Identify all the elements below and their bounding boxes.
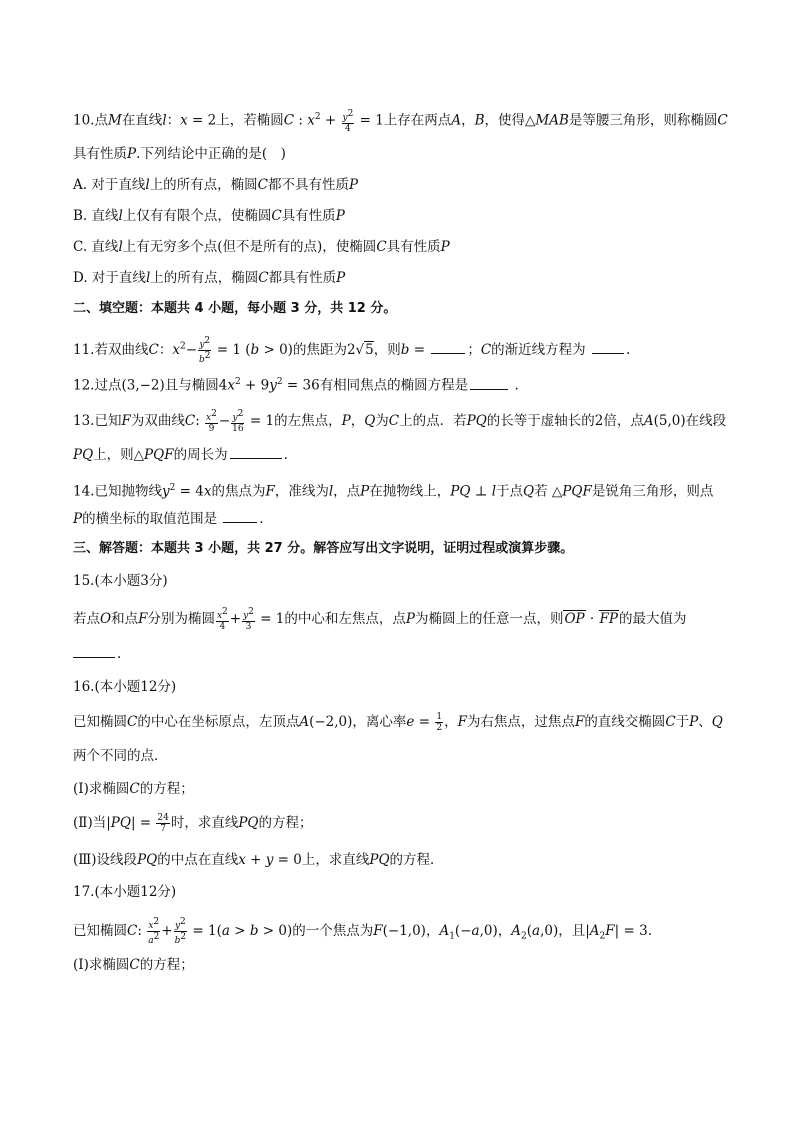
q13-blank[interactable] bbox=[230, 446, 282, 459]
q14-line1: 14.已知抛物线$y^2 = 4x$的焦点为F，准线为l，点P在抛物线上，PQ ⊥ l于点Q若 △PQF是锐角三角形，则点 bbox=[73, 483, 714, 500]
section-solution-title: 三、解答题：本题共 3 小题，共 27 分。解答应写出文字说明，证明过程或演算步骤。 bbox=[73, 541, 574, 556]
section-fill-in-title: 二、填空题：本题共 4 小题，每小题 3 分，共 12 分。 bbox=[73, 301, 397, 316]
q16-part1: (Ⅰ)求椭圆C的方程； bbox=[73, 781, 194, 797]
q17-line1: 已知椭圆C: $\frac{x^2}{a^2}$ + $\frac{y^2}{b^2}$ = 1(a > b > 0)的一个焦点为F(−1,0)，$A_1(-a,0)$，$A_2(a,0)$，且$|A_2F| = 3$. bbox=[73, 917, 652, 946]
q12: 12.过点(3,−2)且与椭圆$4x^2 + 9y^2 = 36$有相同焦点的椭圆方程是 . bbox=[73, 377, 519, 394]
q10-line2: 具有性质P.下列结论中正确的是( ) bbox=[73, 146, 286, 162]
q14-line2: P的横坐标的取值范围是 . bbox=[73, 511, 264, 527]
q11: 11.若双曲线C：$x^2-$ $\frac{y^2}{b^2}$ = 1 (b > 0)的焦距为2√5，则b = ；C的渐近线方程为 . bbox=[73, 336, 631, 365]
q10-option-d: D. 对于直线l上的所有点，椭圆C都具有性质P bbox=[73, 270, 346, 286]
q16-line1: 已知椭圆C的中心在坐标原点，左顶点A(−2,0)，离心率e = $\frac{1}{2}$ ，F为右焦点，过焦点F的直线交椭圆C于P、Q bbox=[73, 712, 723, 733]
q14-blank[interactable] bbox=[223, 510, 257, 523]
q11-blank-1[interactable] bbox=[431, 341, 465, 354]
q16-part2: (Ⅱ)当|PQ| = $\frac{24}{7}$ 时，求直线PQ的方程； bbox=[73, 813, 313, 834]
q15-line1: 若点O和点F分别为椭圆 $\frac{x^2}{4}$ + $\frac{y^2}{3}$ = 1的中心和左焦点，点P为椭圆上的任意一点，则OP · FP的最大值为 bbox=[73, 607, 687, 632]
q10-option-c: C. 直线l上有无穷多个点(但不是所有的点)，使椭圆C具有性质P bbox=[73, 239, 450, 255]
q16-line2: 两个不同的点． bbox=[73, 748, 168, 764]
q17-part1: (Ⅰ)求椭圆C的方程； bbox=[73, 957, 194, 973]
q12-blank[interactable] bbox=[470, 377, 508, 390]
q10-option-b: B. 直线l上仅有有限个点，使椭圆C具有性质P bbox=[73, 208, 345, 224]
q10-line1: 10.点M在直线l：x = 2上，若椭圆C : $x^2$ + $\frac{y^2}{4}$ = 1上存在两点A，B，使得△MAB是等腰三角形，则称椭圆C bbox=[73, 108, 728, 134]
q13-line2: PQ上，则△PQF的周长为 . bbox=[73, 447, 288, 463]
q17-head: 17.(本小题12分) bbox=[73, 884, 177, 900]
q15-line2: . bbox=[73, 644, 728, 664]
q15-head: 15.(本小题3分) bbox=[73, 573, 168, 589]
q11-blank-2[interactable] bbox=[592, 341, 624, 354]
q16-head: 16.(本小题12分) bbox=[73, 679, 177, 695]
q16-part3: (Ⅲ)设线段PQ的中点在直线x + y = 0上，求直线PQ的方程． bbox=[73, 852, 444, 868]
q15-blank[interactable] bbox=[73, 645, 115, 658]
q13-line1: 13.已知F为双曲线C: $\frac{x^2}{9}$ − $\frac{y^2}{16}$ = 1的左焦点，P，Q为C上的点．若PQ的长等于虚轴长的2倍，点A(5,0)在线段 bbox=[73, 409, 727, 434]
q10-option-a: A. 对于直线l上的所有点，椭圆C都不具有性质P bbox=[73, 177, 359, 193]
